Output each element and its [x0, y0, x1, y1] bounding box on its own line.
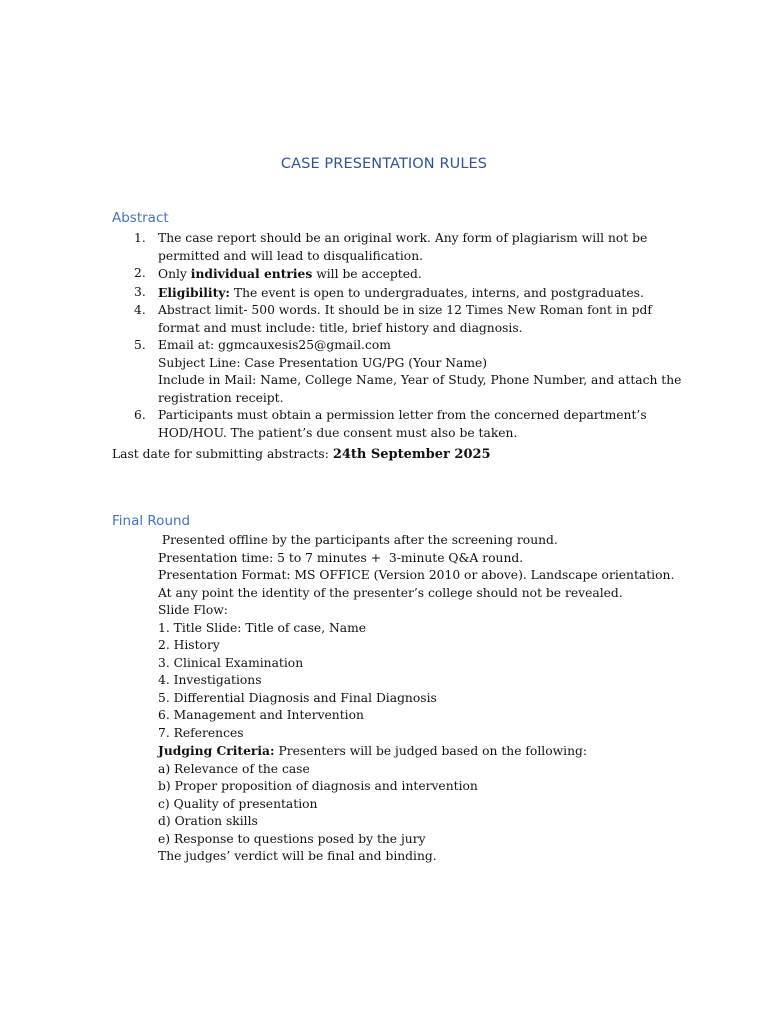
- page-title: CASE PRESENTATION RULES: [280, 156, 488, 172]
- item-number: 6.: [134, 408, 146, 422]
- item-number: 1.: [134, 231, 146, 245]
- item-text: Include in Mail: Name, College Name, Year of Study, Phone Number, and attach the: [158, 373, 682, 387]
- judging-text: Presenters will be judged based on the following:: [274, 744, 588, 758]
- slide-flow-item: 4. Investigations: [158, 673, 262, 687]
- list-item: [112, 302, 672, 337]
- slide-flow-item: 5. Differential Diagnosis and Final Diagnosis: [158, 690, 437, 705]
- item-text: format and must include: title, brief history and diagnosis.: [158, 320, 523, 335]
- list-item: [112, 407, 672, 442]
- slide-flow-item: 6. Management and Intervention: [158, 708, 364, 722]
- final-round-heading: Final Round: [112, 513, 191, 529]
- list-item: [112, 284, 672, 303]
- criteria-item: c) Quality of presentation: [158, 796, 318, 811]
- item-number: 4.: [134, 303, 146, 317]
- item-text: Subject Line: Case Presentation UG/PG (Your Name): [158, 355, 488, 370]
- list-item: [112, 230, 672, 265]
- judging-criteria-line: [158, 742, 678, 761]
- item-text: registration receipt.: [158, 390, 284, 405]
- text-line: Presented offline by the participants after the screening round.: [158, 533, 558, 547]
- deadline-date: 24th September 2025: [332, 447, 491, 462]
- text-line: Presentation time: 5 to 7 minutes + 3-minute Q&A round.: [158, 550, 524, 565]
- item-bold-text: individual entries: [190, 266, 313, 281]
- item-number: 3.: [134, 284, 146, 299]
- item-text: Participants must obtain a permission letter from the concerned department’s: [158, 408, 647, 422]
- item-text: will be accepted.: [312, 267, 422, 281]
- abstract-deadline: [112, 447, 491, 462]
- item-text: The event is open to undergraduates, interns, and postgraduates.: [229, 285, 644, 300]
- criteria-item: b) Proper proposition of diagnosis and intervention: [158, 779, 478, 793]
- email-text: Email at: ggmcauxesis25@gmail.com: [158, 338, 391, 352]
- slide-flow-label: Slide Flow:: [158, 603, 228, 617]
- slide-flow-item: 1. Title Slide: Title of case, Name: [158, 620, 367, 635]
- item-number: 2.: [134, 266, 146, 280]
- deadline-label: Last date for submitting abstracts:: [112, 447, 333, 461]
- item-bold-text: Eligibility:: [158, 284, 230, 300]
- item-text: permitted and will lead to disqualification.: [158, 248, 424, 263]
- item-number: 5.: [134, 338, 146, 352]
- slide-flow-item: 7. References: [158, 725, 244, 740]
- abstract-heading: Abstract: [112, 210, 169, 226]
- item-text: HOD/HOU. The patient’s due consent must also be taken.: [158, 425, 518, 440]
- criteria-item: e) Response to questions posed by the jury: [158, 831, 426, 846]
- text-line: Presentation Format: MS OFFICE (Version 2010 or above). Landscape orientation.: [158, 568, 675, 582]
- criteria-item: a) Relevance of the case: [158, 761, 310, 776]
- closing-text: The judges’ verdict will be final and binding.: [158, 849, 437, 863]
- list-item: [112, 337, 682, 407]
- criteria-item: d) Oration skills: [158, 814, 258, 828]
- item-text: Abstract limit- 500 words. It should be in size 12 Times New Roman font in pdf: [158, 303, 652, 317]
- item-text: The case report should be an original work. Any form of plagiarism will not be: [158, 231, 648, 245]
- slide-flow-item: 2. History: [158, 638, 220, 652]
- text-line: At any point the identity of the presenter’s college should not be revealed.: [158, 585, 623, 600]
- final-round-body: [158, 532, 678, 866]
- slide-flow-item: 3. Clinical Examination: [158, 655, 304, 670]
- item-text: Only: [158, 267, 191, 281]
- judging-label: Judging Criteria:: [158, 743, 275, 758]
- list-item: [112, 265, 672, 284]
- abstract-rules-list: [112, 230, 682, 442]
